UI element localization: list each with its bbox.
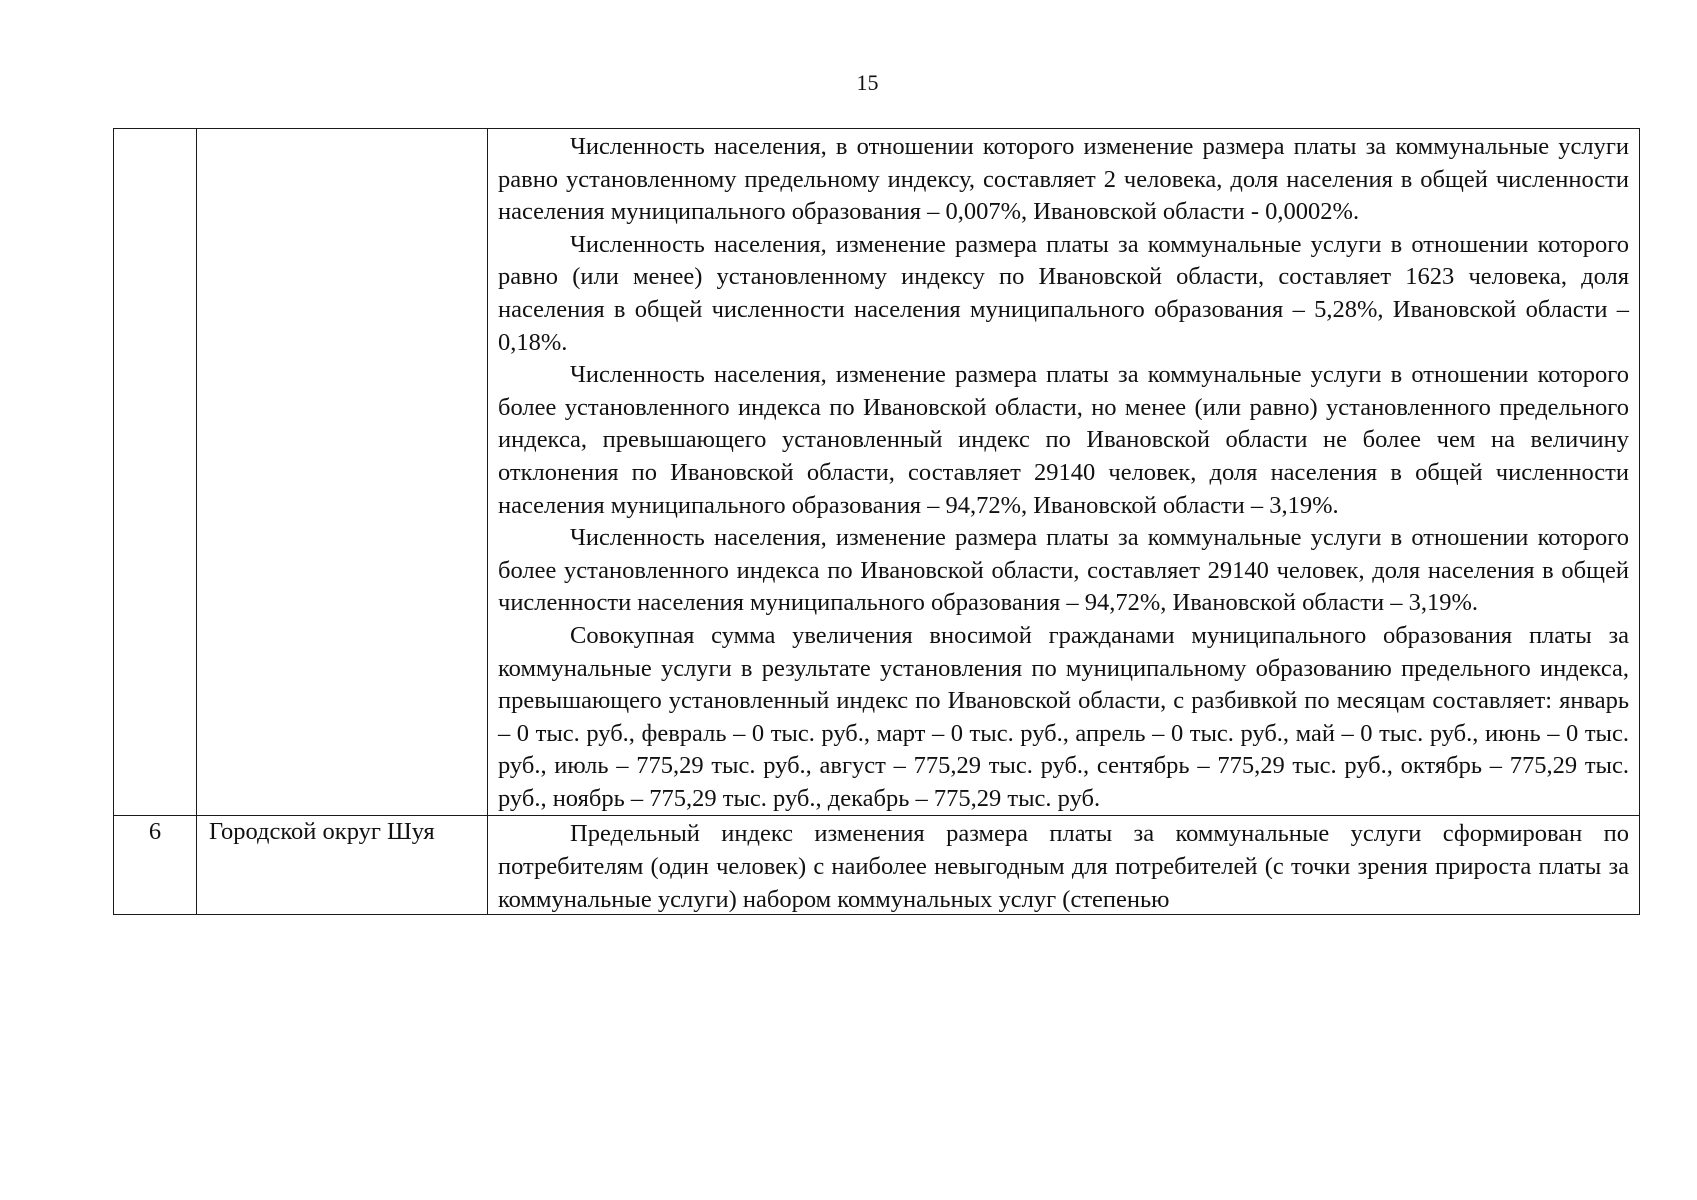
description-clip [498, 818, 1629, 914]
municipality-name-cell: Городской округ Шуя [197, 816, 488, 915]
row-number-cell: 6 [114, 816, 197, 915]
paragraph: Предельный индекс изменения размера платы за коммунальные услуги сформирован по потребителям (один человек) с наиболее невыгодным для потребителей (с точки зрения прироста платы за коммунальные услуги) набором коммунальных услуг (степенью [498, 820, 1629, 913]
page-number: 15 [856, 70, 879, 95]
municipality-name-cell [197, 129, 488, 816]
paragraph: Численность населения, изменение размера платы за коммунальные услуги в отношении которого равно (или менее) установленному индексу по Ивановской области, составляет 1623 человека, доля населения в общей численности населения муниципального образования – 5,28%, Ивановской области – 0,18%. [498, 230, 1629, 356]
description-cell [488, 129, 1640, 816]
row-number-cell [114, 129, 197, 816]
municipality-table [113, 128, 1640, 915]
paragraph: Численность населения, изменение размера платы за коммунальные услуги в отношении которого более установленного индекса по Ивановской области, составляет 29140 человек, доля населения в общей численности населения муниципального образования – 94,72%, Ивановской области – 3,19%. [498, 524, 1629, 617]
table-row [114, 816, 1640, 915]
table-row [114, 129, 1640, 816]
description-cell [488, 816, 1640, 915]
paragraph: Совокупная сумма увеличения вносимой гражданами муниципального образования платы за коммунальные услуги в результате установления по муниципальному образованию предельного индекса, превышающего установленный индекс по Ивановской области, с разбивкой по месяцам составляет: январь – 0 тыс. руб., февраль – 0 тыс. руб., март – 0 тыс. руб., апрель – 0 тыс. руб., май – 0 тыс. руб., июнь – 0 тыс. руб., июль – 775,29 тыс. руб., август – 775,29 тыс. руб., сентябрь – 775,29 тыс. руб., октябрь – 775,29 тыс. руб., ноябрь – 775,29 тыс. руб., декабрь – 775,29 тыс. руб. [498, 621, 1629, 812]
paragraph: Численность населения, изменение размера платы за коммунальные услуги в отношении которого более установленного индекса по Ивановской области, но менее (или равно) установленного предельного индекса, превышающего установленный индекс по Ивановской области не более чем на величину отклонения по Ивановской области, составляет 29140 человек, доля населения в общей численности населения муниципального образования – 94,72%, Ивановской области – 3,19%. [498, 361, 1629, 519]
paragraph: Численность населения, в отношении которого изменение размера платы за коммунальные услуги равно установленному предельному индексу, составляет 2 человека, доля населения в общей численности населения муниципального образования – 0,007%, Ивановской области - 0,0002%. [498, 133, 1629, 226]
